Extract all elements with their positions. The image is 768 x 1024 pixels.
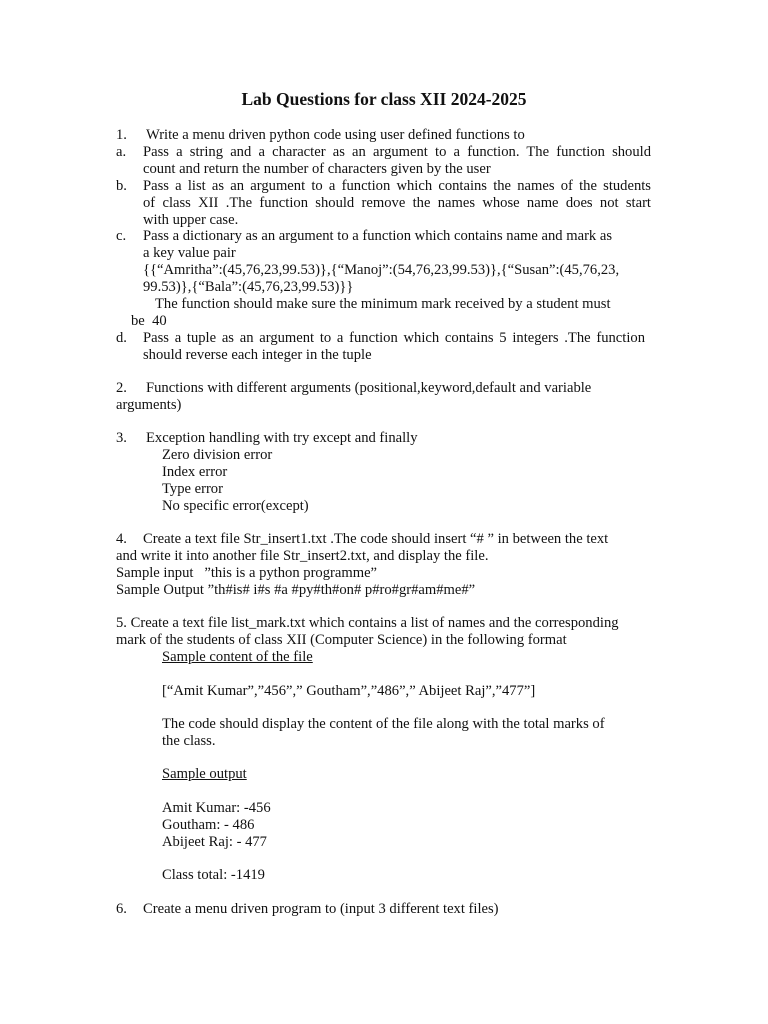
q2-line-1: Functions with different arguments (positional,keyword,default and variable [146, 380, 592, 396]
q5-line-2: mark of the students of class XII (Computer Science) in the following format [116, 632, 567, 648]
sample-content-heading: Sample content of the file [162, 649, 313, 665]
q1b-line-3: with upper case. [143, 212, 239, 228]
q1a-line-1: Pass a string and a character as an argument to a function. The function should [143, 144, 651, 160]
q3-item: Index error [162, 464, 228, 480]
q1c-line-5: The function should make sure the minimum mark received by a student must [155, 296, 611, 312]
sample-output-line: Amit Kumar: -456 [162, 800, 271, 816]
q1c-line-2: a key value pair [143, 245, 236, 261]
q2-number: 2. [116, 380, 127, 396]
q1-intro: Write a menu driven python code using user defined functions to [146, 127, 525, 143]
q4-line-2: and write it into another file Str_insert2.txt, and display the file. [116, 548, 489, 564]
q5-line-1: 5. Create a text file list_mark.txt which contains a list of names and the corresponding [116, 615, 619, 631]
q1c-line-4: 99.53)},{“Bala”:(45,76,23,99.53)}} [143, 279, 354, 295]
q1c-line-6: be 40 [131, 313, 167, 329]
q1d-line-2: should reverse each integer in the tuple [143, 347, 372, 363]
q4-line-1: Create a text file Str_insert1.txt .The code should insert “# ” in between the text [143, 531, 609, 547]
q1c-marker: c. [116, 228, 127, 244]
q1b-marker: b. [116, 178, 127, 194]
q6-number: 6. [116, 901, 127, 917]
q6-line-1: Create a menu driven program to (input 3 different text files) [143, 901, 499, 917]
q3-number: 3. [116, 430, 127, 446]
q1d-marker: d. [116, 330, 127, 346]
q4-sample-input: Sample input ”this is a python programme” [116, 565, 378, 581]
q3-item: Zero division error [162, 447, 273, 463]
q1c-line-3: {{“Amritha”:(45,76,23,99.53)},{“Manoj”:(54,76,23,99.53)},{“Susan”:(45,76,23, [143, 262, 620, 278]
q2-line-2: arguments) [116, 397, 182, 413]
q3-item: No specific error(except) [162, 498, 309, 514]
q1d-line-1: Pass a tuple as an argument to a function which contains 5 integers .The function [143, 330, 645, 346]
q1b-line-1: Pass a list as an argument to a function which contains the names of the students [143, 178, 651, 194]
q4-sample-output: Sample Output ”th#is# i#s #a #py#th#on# p#ro#gr#am#me#” [116, 582, 476, 598]
q1-number: 1. [116, 127, 127, 143]
q1a-line-2: count and return the number of characters given by the user [143, 161, 491, 177]
class-total: Class total: -1419 [162, 867, 265, 883]
q1c-line-1: Pass a dictionary as an argument to a function which contains name and mark as [143, 228, 613, 244]
q1b-line-2: of class XII .The function should remove the names whose name does not start [143, 195, 651, 211]
q5-desc-line-1: The code should display the content of the file along with the total marks of [162, 716, 605, 732]
sample-output-heading: Sample output [162, 766, 247, 782]
sample-output-line: Abijeet Raj: - 477 [162, 834, 267, 850]
sample-output-line: Goutham: - 486 [162, 817, 255, 833]
q3-intro: Exception handling with try except and finally [146, 430, 418, 446]
q4-number: 4. [116, 531, 127, 547]
q1a-marker: a. [116, 144, 127, 160]
q3-item: Type error [162, 481, 223, 497]
sample-content: [“Amit Kumar”,”456”,” Goutham”,”486”,” Abijeet Raj”,”477”] [162, 683, 536, 699]
q5-desc-line-2: the class. [162, 733, 216, 749]
page-title: Lab Questions for class XII 2024-2025 [241, 89, 527, 109]
